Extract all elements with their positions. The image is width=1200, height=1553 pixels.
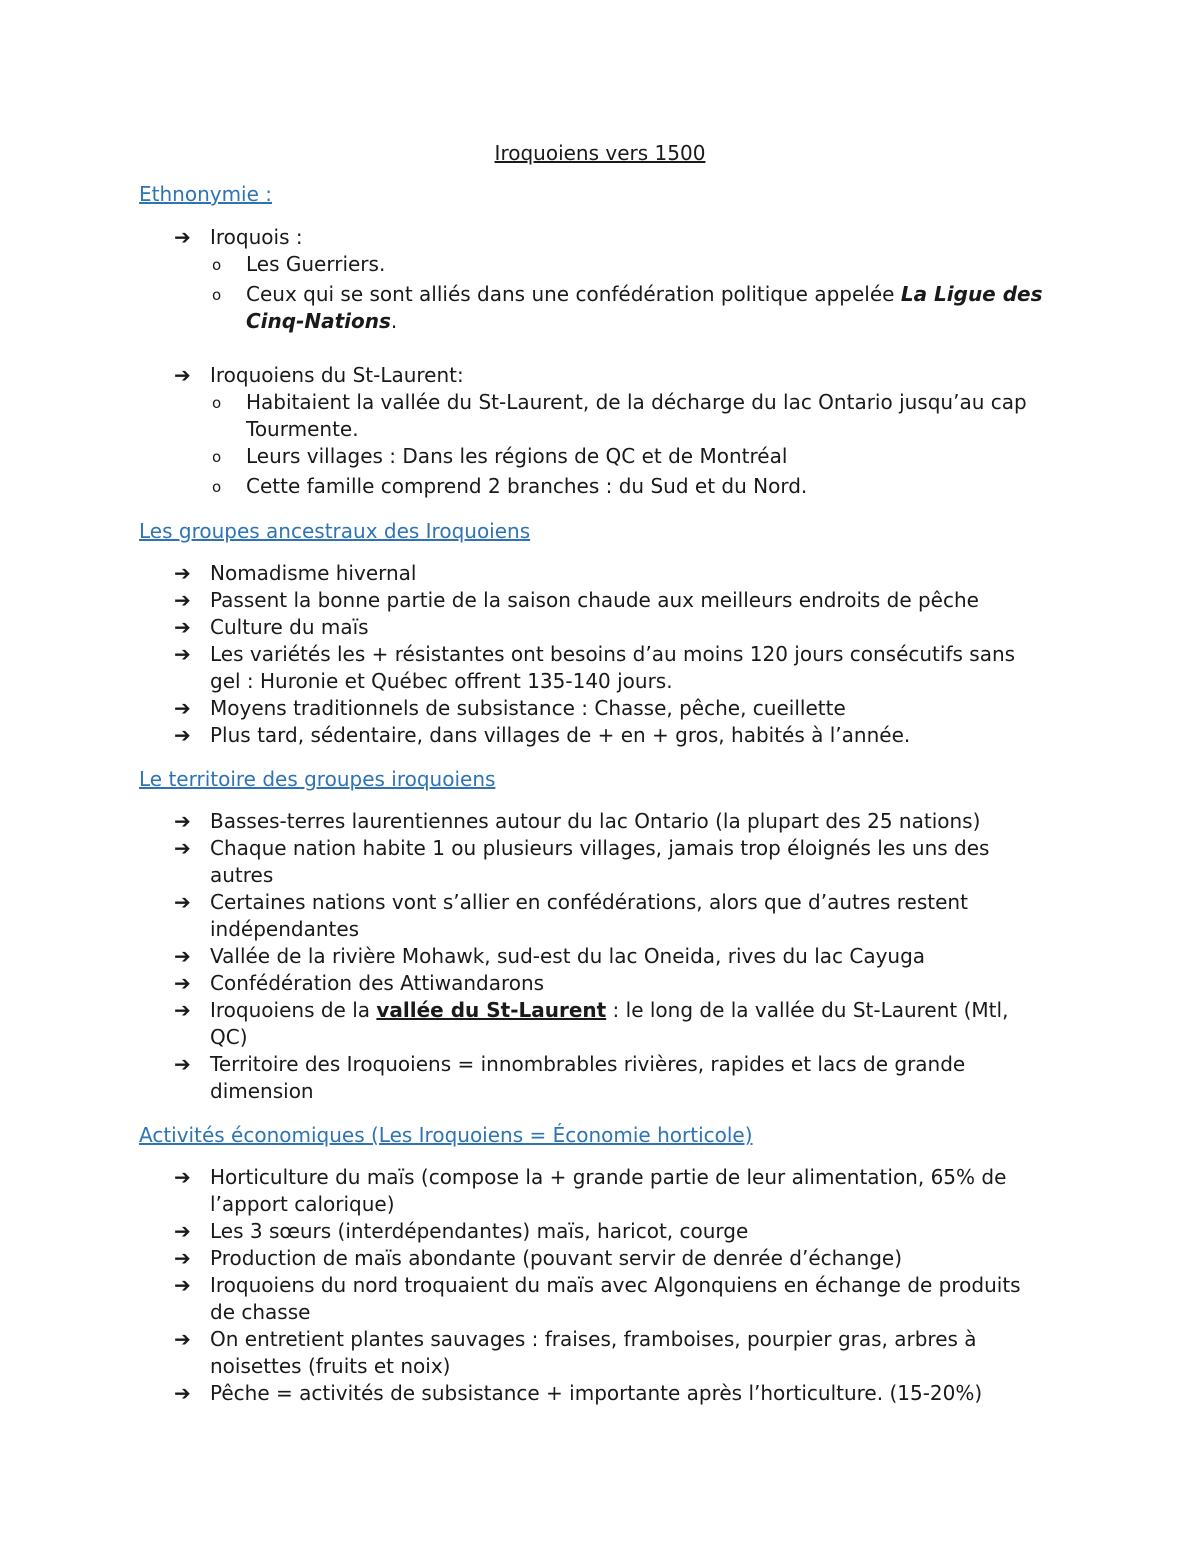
list-item-text: Certaines nations vont s’allier en confédérations, alors que d’autres restent indépendantes bbox=[210, 890, 968, 941]
sub-list bbox=[210, 251, 1050, 335]
sub-list-item bbox=[212, 473, 1056, 500]
groupes-list bbox=[0, 560, 1050, 749]
territoire-list bbox=[0, 808, 1050, 1105]
document-title: Iroquoiens vers 1500 bbox=[494, 141, 706, 165]
section-heading-activites: Activités économiques (Les Iroquoiens = Économie horticole) bbox=[139, 1123, 753, 1147]
circle-bullet-icon: o bbox=[212, 394, 222, 412]
arrow-icon: ➔ bbox=[174, 809, 191, 833]
arrow-icon: ➔ bbox=[174, 1165, 191, 1189]
list-item bbox=[0, 808, 1050, 835]
activites-list bbox=[0, 1164, 1050, 1407]
arrow-icon: ➔ bbox=[174, 890, 191, 914]
arrow-icon: ➔ bbox=[174, 588, 191, 612]
arrow-icon: ➔ bbox=[174, 1273, 191, 1297]
section-heading-ethnonymie: Ethnonymie : bbox=[139, 182, 273, 206]
list-item-text: Plus tard, sédentaire, dans villages de + en + gros, habités à l’année. bbox=[210, 723, 911, 747]
arrow-icon: ➔ bbox=[174, 615, 191, 639]
sub-list bbox=[210, 389, 1050, 500]
list-item-text: Les variétés les + résistantes ont besoins d’au moins 120 jours consécutifs sans gel : Huronie et Québec offrent 135-140 jours. bbox=[210, 642, 1016, 693]
list-item-text: Horticulture du maïs (compose la + grande partie de leur alimentation, 65% de l’apport calorique) bbox=[210, 1165, 1007, 1216]
list-item bbox=[0, 835, 1050, 889]
sub-item-text: Ceux qui se sont alliés dans une confédération politique appelée bbox=[246, 282, 901, 306]
list-item bbox=[0, 560, 1050, 587]
list-item-text: Production de maïs abondante (pouvant servir de denrée d’échange) bbox=[210, 1246, 903, 1270]
arrow-icon: ➔ bbox=[174, 1052, 191, 1076]
arrow-icon: ➔ bbox=[174, 1246, 191, 1270]
list-item bbox=[0, 1051, 1050, 1105]
ethnonymie-list bbox=[0, 224, 1050, 335]
list-item-text: Chaque nation habite 1 ou plusieurs villages, jamais trop éloignés les uns des autres bbox=[210, 836, 990, 887]
list-item bbox=[0, 722, 1050, 749]
list-item-text: Basses-terres laurentiennes autour du lac Ontario (la plupart des 25 nations) bbox=[210, 809, 981, 833]
list-item-text: Confédération des Attiwandarons bbox=[210, 971, 545, 995]
sub-list-item bbox=[212, 251, 1056, 278]
arrow-icon: ➔ bbox=[174, 723, 191, 747]
arrow-icon: ➔ bbox=[174, 1381, 191, 1405]
circle-bullet-icon: o bbox=[212, 478, 222, 496]
arrow-icon: ➔ bbox=[174, 944, 191, 968]
list-item-text: Pêche = activités de subsistance + importante après l’horticulture. (15-20%) bbox=[210, 1381, 983, 1405]
sub-item-text: Cette famille comprend 2 branches : du Sud et du Nord. bbox=[246, 474, 808, 498]
list-item bbox=[0, 943, 1050, 970]
list-item-text: Vallée de la rivière Mohawk, sud-est du lac Oneida, rives du lac Cayuga bbox=[210, 944, 926, 968]
list-item bbox=[0, 641, 1050, 695]
arrow-icon: ➔ bbox=[174, 696, 191, 720]
list-item bbox=[0, 1245, 1050, 1272]
sub-item-text: Les Guerriers. bbox=[246, 252, 386, 276]
circle-bullet-icon: o bbox=[212, 448, 222, 466]
arrow-icon: ➔ bbox=[174, 971, 191, 995]
arrow-icon: ➔ bbox=[174, 998, 191, 1022]
list-item bbox=[0, 970, 1050, 997]
arrow-icon: ➔ bbox=[174, 836, 191, 860]
list-item bbox=[0, 1326, 1050, 1380]
list-item-text: On entretient plantes sauvages : fraises, framboises, pourpier gras, arbres à noisettes (fruits et noix) bbox=[210, 1327, 977, 1378]
arrow-icon: ➔ bbox=[174, 363, 191, 387]
arrow-icon: ➔ bbox=[174, 1219, 191, 1243]
arrow-icon: ➔ bbox=[174, 225, 191, 249]
section-heading-groupes: Les groupes ancestraux des Iroquoiens bbox=[139, 519, 531, 543]
list-item-label: Iroquoiens du St-Laurent: bbox=[210, 363, 464, 387]
list-item bbox=[0, 587, 1050, 614]
ligue-emphasis: La Ligue des Cinq-Nations bbox=[246, 282, 1043, 333]
sub-list-item bbox=[212, 389, 1056, 443]
list-item-text: Les 3 sœurs (interdépendantes) maïs, haricot, courge bbox=[210, 1219, 749, 1243]
list-item bbox=[0, 1164, 1050, 1218]
section-heading-territoire: Le territoire des groupes iroquoiens bbox=[139, 767, 496, 791]
sub-item-text: Habitaient la vallée du St-Laurent, de la décharge du lac Ontario jusqu’au cap Tourmente. bbox=[246, 390, 1027, 441]
list-item bbox=[0, 362, 1050, 500]
circle-bullet-icon: o bbox=[212, 286, 222, 304]
list-item bbox=[0, 1272, 1050, 1326]
list-item bbox=[0, 224, 1050, 335]
sub-item-text: Leurs villages : Dans les régions de QC et de Montréal bbox=[246, 444, 788, 468]
arrow-icon: ➔ bbox=[174, 561, 191, 585]
list-item-text: Culture du maïs bbox=[210, 615, 369, 639]
arrow-icon: ➔ bbox=[174, 642, 191, 666]
st-laurent-list bbox=[0, 362, 1050, 500]
list-item bbox=[0, 1380, 1050, 1407]
circle-bullet-icon: o bbox=[212, 256, 222, 274]
list-item-text: Nomadisme hivernal bbox=[210, 561, 417, 585]
arrow-icon: ➔ bbox=[174, 1327, 191, 1351]
vallee-emphasis: vallée du St-Laurent bbox=[376, 998, 607, 1022]
list-item-text: Moyens traditionnels de subsistance : Chasse, pêche, cueillette bbox=[210, 696, 846, 720]
list-item-text: Iroquoiens du nord troquaient du maïs avec Algonquiens en échange de produits de chasse bbox=[210, 1273, 1021, 1324]
sub-item-text-end: . bbox=[390, 309, 398, 333]
list-item bbox=[0, 997, 1050, 1051]
sub-list-item bbox=[212, 443, 1056, 470]
list-item bbox=[0, 1218, 1050, 1245]
list-item-text: Iroquoiens de la bbox=[210, 998, 377, 1022]
list-item-text: Territoire des Iroquoiens = innombrables rivières, rapides et lacs de grande dimension bbox=[210, 1052, 966, 1103]
list-item-text-end: : le long de la vallée du St-Laurent (Mtl, QC) bbox=[210, 998, 1009, 1049]
list-item-text: Passent la bonne partie de la saison chaude aux meilleurs endroits de pêche bbox=[210, 588, 979, 612]
list-item-label: Iroquois : bbox=[210, 225, 303, 249]
list-item bbox=[0, 695, 1050, 722]
list-item bbox=[0, 889, 1050, 943]
list-item bbox=[0, 614, 1050, 641]
sub-list-item bbox=[212, 281, 1056, 335]
